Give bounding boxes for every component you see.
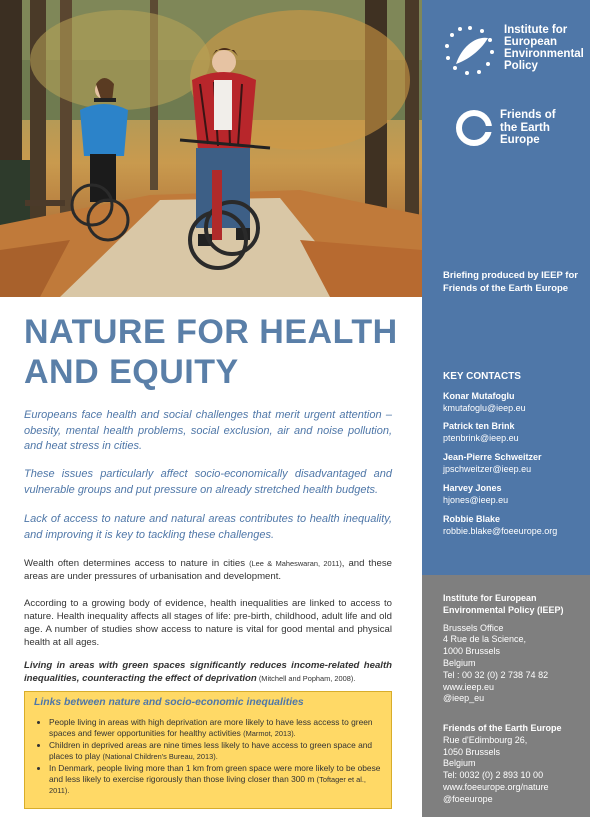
body-text: , and these areas are under pressures of urbanisation and development. bbox=[24, 558, 392, 582]
contact-entry bbox=[443, 421, 519, 444]
address-twitter-handle[interactable]: @foeeurope bbox=[443, 793, 493, 804]
address-line: 4 Rue de la Science, bbox=[443, 634, 527, 645]
body-paragraph: According to a growing body of evidence, health inequalities are linked to access to nature. Health inequality affects all stages of life: pre-birth, childhood, adult life and old age. A number of studies show access to nature is vital for good mental and physical health at all ages. bbox=[24, 598, 392, 648]
contact-entry bbox=[443, 514, 557, 537]
contact-name: Harvey Jones bbox=[443, 483, 502, 493]
address-twitter-handle[interactable]: @ieep_eu bbox=[443, 693, 485, 704]
briefing-note: Briefing produced by IEEP for Friends of the Earth Europe bbox=[443, 270, 578, 294]
key-contacts-heading: KEY CONTACTS bbox=[443, 371, 521, 382]
address-website-link[interactable]: www.ieep.eu bbox=[443, 681, 495, 692]
callout-list bbox=[29, 717, 387, 797]
ieep-logo-line: European bbox=[504, 36, 558, 48]
contact-entry bbox=[443, 452, 542, 475]
contact-email[interactable]: hjones@ieep.eu bbox=[443, 494, 509, 505]
address-line: Belgium bbox=[443, 657, 476, 668]
address-heading: Environmental Policy (IEEP) bbox=[443, 604, 564, 615]
contact-email[interactable]: robbie.blake@foeeurope.org bbox=[443, 525, 558, 536]
list-item bbox=[49, 717, 387, 739]
body-paragraph bbox=[24, 557, 392, 583]
contact-email[interactable]: kmutafoglu@ieep.eu bbox=[443, 402, 526, 413]
body-text: Wealth often determines access to nature in cities bbox=[24, 558, 250, 569]
citation: (Lee & Maheswaran, 2011) bbox=[249, 559, 342, 568]
callout-heading: Links between nature and socio-economic inequalities bbox=[34, 697, 304, 708]
contact-entry bbox=[443, 483, 508, 506]
contact-name: Konar Mutafoglu bbox=[443, 391, 515, 401]
foe-logo bbox=[454, 108, 556, 148]
address-heading: Friends of the Earth Europe bbox=[443, 723, 562, 733]
address-line: Brussels Office bbox=[443, 622, 504, 633]
ieep-logo-line: Institute for bbox=[504, 24, 568, 36]
foe-address bbox=[443, 723, 562, 806]
citation: (National Children's Bureau, 2013). bbox=[102, 752, 218, 761]
ieep-logo bbox=[442, 24, 584, 76]
key-finding-text: Living in areas with green spaces significantly reduces income-related health inequalities, counteracting the effect of deprivation bbox=[24, 660, 392, 684]
citation: (Marmot, 2013). bbox=[243, 729, 296, 738]
cover-photo-cyclists bbox=[0, 0, 422, 297]
foe-logo-line: the Earth bbox=[500, 121, 550, 134]
ieep-logo-line: Policy bbox=[504, 60, 538, 72]
citation: (Mitchell and Popham, 2008). bbox=[256, 674, 356, 683]
list-item-text: In Denmark, people living more than 1 km from green space were more likely to be obese and less likely to exercise rigorously than those living closer than 300 m bbox=[49, 763, 381, 784]
contact-email[interactable]: jpschweitzer@ieep.eu bbox=[443, 463, 532, 474]
list-item-text: People living in areas with high deprivation are more likely to have less access to green spaces and fewer opportunities for healthy activities bbox=[49, 717, 373, 738]
contact-entry bbox=[443, 391, 526, 414]
address-phone: Tel : 00 32 (0) 2 738 74 82 bbox=[443, 669, 549, 680]
intro-paragraph: Europeans face health and social challenges that merit urgent attention – obesity, mental health problems, social exclusion, air and noise pollution, and heat stress in cities. bbox=[24, 409, 392, 452]
contact-email[interactable]: ptenbrink@ieep.eu bbox=[443, 432, 519, 443]
page-title bbox=[24, 312, 398, 392]
foe-logo-line: Europe bbox=[500, 134, 540, 147]
key-finding-paragraph bbox=[24, 659, 392, 685]
ieep-address bbox=[443, 593, 564, 705]
ieep-feather-stars-icon bbox=[442, 24, 498, 76]
address-line: Rue d'Edimbourg 26, bbox=[443, 734, 528, 745]
inequalities-callout-box bbox=[24, 691, 392, 809]
foe-logo-line: Friends of bbox=[500, 109, 556, 122]
list-item bbox=[49, 740, 387, 762]
address-line: 1000 Brussels bbox=[443, 646, 501, 657]
ieep-logo-line: Environmental bbox=[504, 48, 584, 60]
contact-name: Jean-Pierre Schweitzer bbox=[443, 452, 542, 462]
title-line: AND EQUITY bbox=[24, 353, 239, 391]
contact-name: Patrick ten Brink bbox=[443, 421, 515, 431]
address-line: 1050 Brussels bbox=[443, 746, 501, 757]
foe-ring-icon bbox=[454, 108, 494, 148]
address-line: Belgium bbox=[443, 758, 476, 769]
contact-name: Robbie Blake bbox=[443, 514, 501, 524]
intro-paragraph: Lack of access to nature and natural areas contributes to health inequality, and improving it is key to tackling these challenges. bbox=[24, 513, 392, 541]
title-line: NATURE FOR HEALTH bbox=[24, 313, 398, 351]
sidebar-blue-panel bbox=[422, 0, 590, 575]
address-heading: Institute for European bbox=[443, 593, 537, 603]
address-website-link[interactable]: www.foeeurope.org/nature bbox=[443, 781, 549, 792]
address-phone: Tel: 0032 (0) 2 893 10 00 bbox=[443, 770, 544, 781]
sidebar-grey-panel bbox=[422, 575, 590, 817]
citation: (Toftager et al., 2011). bbox=[49, 775, 366, 795]
intro-paragraph: These issues particularly affect socio-economically disadvantaged and vulnerable groups and put pressure on already stretched health budgets. bbox=[24, 468, 392, 496]
list-item bbox=[49, 763, 387, 796]
list-item-text: Children in deprived areas are nine times less likely to have access to green space and places to play bbox=[49, 740, 373, 761]
